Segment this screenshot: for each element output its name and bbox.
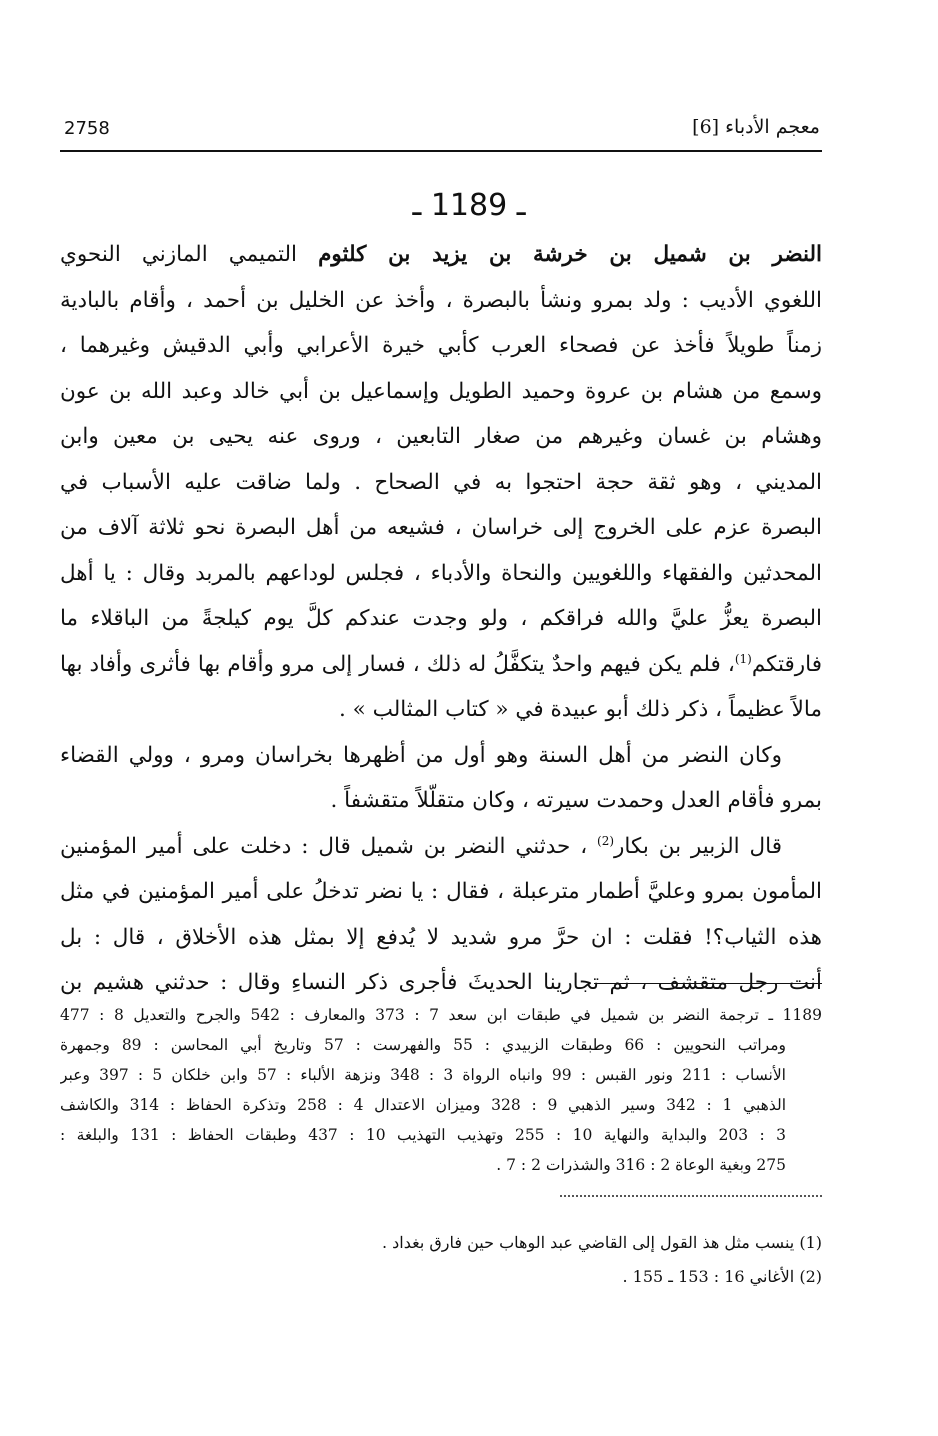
running-head: معجم الأدباء [6] [692, 116, 820, 138]
source-notes [60, 1000, 822, 1180]
entry-body [60, 232, 822, 1006]
source-note-line: الأنساب : 211 ونور القبس : 99 وانباه الرواة 3 : 348 ونزهة الألباء : 57 وابن خلكان 5 : 397 وعبر [60, 1066, 786, 1084]
body-line: المديني ، وهو ثقة حجة احتجوا به في الصحاح . ولما ضاقت عليه الأسباب في [60, 469, 822, 495]
source-note-line: ومراتب النحويين : 66 وطبقات الزبيدي : 55 والفهرست : 57 وتاريخ أبي المحاسن : 89 وجمهرة [60, 1036, 786, 1054]
footnote-ref-1: (1) [734, 651, 752, 666]
body-line-text: التميمي المازني النحوي [60, 242, 319, 267]
body-line: اللغوي الأديب : ولد بمرو ونشأ بالبصرة ، وأخذ عن الخليل بن أحمد ، وأقام بالبادية [60, 287, 822, 313]
body-line: بمرو فأقام العدل وحمدت سيرته ، وكان متقلّلاً متقشفاً . [330, 788, 822, 813]
body-line: المحدثين والفقهاء واللغويين والنحاة والأدباء ، فجلس لوداعهم بالمربد وقال : يا أهل [60, 560, 822, 586]
source-note-line: الذهبي 1 : 342 وسير الذهبي 9 : 328 وميزان الاعتدال 4 : 258 وتذكرة الحفاظ : 314 والكاشف [60, 1096, 787, 1114]
body-line: وهشام بن غسان وغيرهم من صغار التابعين ، وروى عنه يحيى بن معين وابن [60, 424, 822, 449]
body-line [60, 824, 822, 870]
footnote-2: (2) الأغاني 16 : 153 ـ 155 . [622, 1267, 822, 1286]
body-line: هذه الثياب؟! فقلت : ان حرَّ مرو شديد لا يُدفع إلا بمثل هذه الأخلاق ، قال : بل [60, 924, 822, 950]
body-line: وسمع من هشام بن عروة وحميد الطويل وإسماعيل بن أبي خالد وعبد الله بن عون [60, 378, 822, 404]
body-line: مالاً عظيماً ، ذكر ذلك أبو عبيدة في « كتاب المثالب » . [338, 697, 822, 722]
source-note-line: 275 وبغية الوعاة 2 : 316 والشذرات 2 : 7 . [496, 1156, 786, 1174]
body-line [60, 232, 822, 278]
footnote-rule [594, 983, 822, 984]
body-line: زمناً طويلاً فأخذ عن فصحاء العرب كأبي خيرة الأعرابي وأبي الدقيش وغيرهما ، [60, 333, 822, 358]
body-line-text: قال الزبير بن بكار [614, 833, 782, 859]
body-line: أنت رجل متقشف ، ثم تجارينا الحديثَ فأجرى ذكر النساءِ وقال : حدثني هشيم بن [60, 970, 822, 995]
footnote-1: (1) ينسب مثل هذ القول إلى القاضي عبد الوهاب حين فارق بغداد . [381, 1233, 822, 1252]
source-note-line: 3 : 203 والبداية والنهاية 10 : 255 وتهذيب التهذيب 10 : 437 وطبقات الحفاظ : 131 والبلغة : [60, 1126, 787, 1144]
body-line-text: ، حدثني النضر بن شميل قال : دخلت على أمير المؤمنين [60, 833, 598, 859]
source-note-line: 1189 ـ ترجمة النضر بن شميل في طبقات ابن سعد 7 : 373 والمعارف : 542 والجرح والتعديل 8 : 477 [60, 1006, 822, 1024]
entry-number: ـ 1189 ـ [412, 188, 526, 223]
entry-name: النضر بن شميل بن خرشة بن يزيد بن كلثوم [318, 242, 822, 267]
footnote-ref-2: (2) [597, 833, 615, 848]
header-rule [60, 150, 822, 152]
page-number: 2758 [64, 118, 110, 139]
body-line: المأمون بمرو وعليَّ أطمار مترعبلة ، فقال : يا نضر تدخلُ على أمير المؤمنين في مثل [60, 879, 822, 904]
body-line: البصرة عزم على الخروج إلى خراسان ، فشيعه من أهل البصرة نحو ثلاثة آلاف من [60, 515, 822, 540]
body-line-text: فارقتكم [751, 651, 822, 677]
body-line: البصرة يعزُّ عليَّ والله فراقكم ، ولو وجدت عندكم كلَّ يوم كيلجةً من الباقلاء ما [60, 606, 822, 631]
dotted-separator [560, 1195, 822, 1197]
body-line-text: ، فلم يكن فيهم واحدٌ يتكفَّلُ له ذلك ، فسار إلى مرو وأقام بها فأثرى وأفاد بها [60, 651, 735, 677]
page-header [60, 112, 820, 152]
footnotes [60, 1226, 822, 1294]
body-line [60, 642, 822, 688]
body-line: وكان النضر من أهل السنة وهو أول من أظهرها بخراسان ومرو ، وولي القضاء [60, 742, 782, 768]
